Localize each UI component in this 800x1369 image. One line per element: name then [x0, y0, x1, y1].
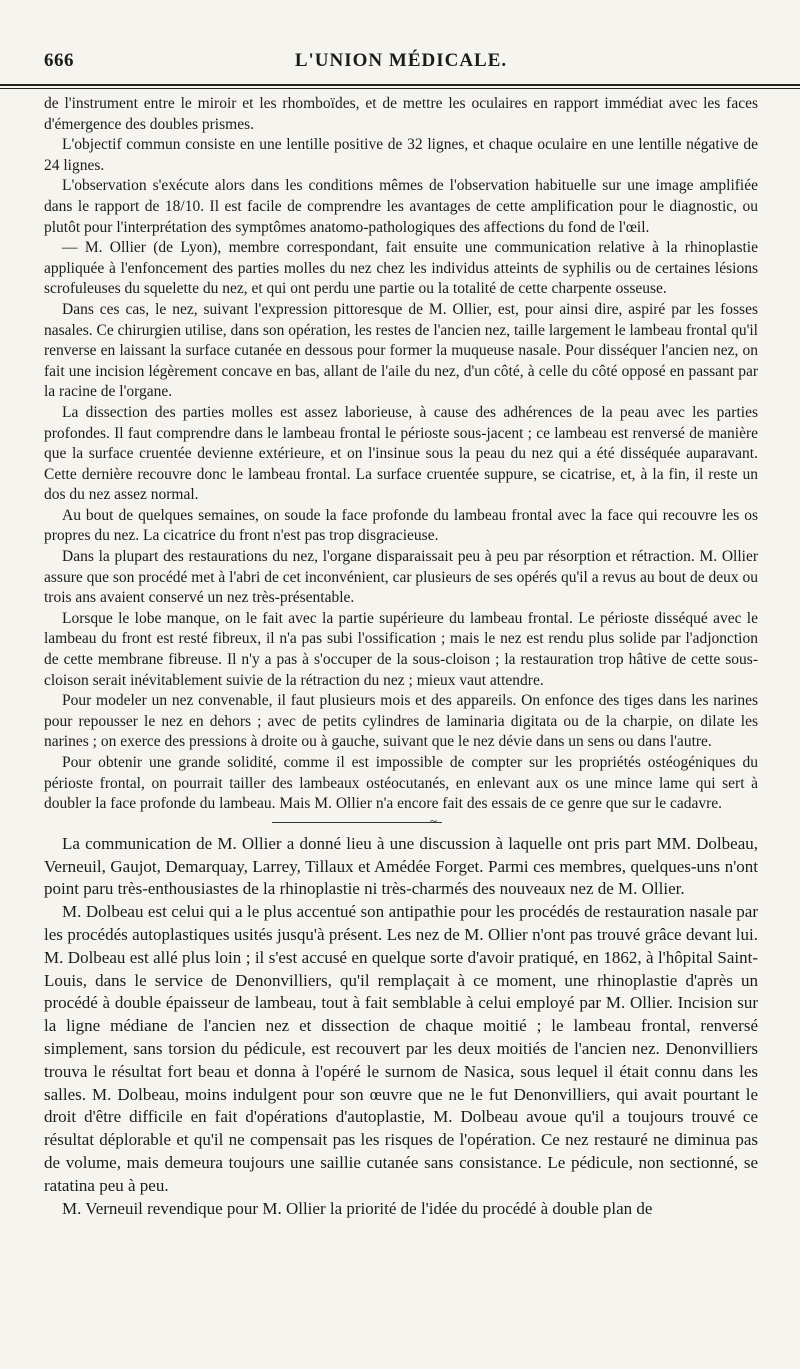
large-print-section: [44, 833, 758, 1221]
paragraph: M. Dolbeau est celui qui a le plus accentué son antipathie pour les procédés de restauration nasale par les procédés autoplastiques usités jusqu'à présent. Les nez de M. Ollier n'ont pas trouvé grâce devant lui. M. Dolbeau est allé plus loin ; il s'est accusé en quelque sorte d'avoir pratiqué, en 1862, à l'hôpital Saint-Louis, dans le service de Denonvilliers, qu'il remplaçait à ce moment, une rhinoplastie d'après un procédé à double épaisseur de lambeau, tout à fait semblable à celui employé par M. Ollier. Incision sur la ligne médiane de l'ancien nez et dissection de chaque moitié ; le lambeau frontal, renversé simplement, sans torsion du pédicule, est recouvert par les deux moitiés de l'ancien nez. Denonvilliers trouva le résultat fort beau et donna à l'opéré le surnom de Nasica, sous lequel il était connu dans les salles. M. Dolbeau, moins indulgent pour son œuvre que ne le fut Denonvilliers, qui avait pourtant le droit d'être difficile en fait d'opérations d'autoplastie, M. Dolbeau avoue qu'il a toujours trouvé ce résultat déplorable et qu'il ne compensait pas les risques de l'opération. Ce nez restauré ne diminua pas de volume, mais demeura toujours une saillie cutanée sans consistance. Le pédicule, non sectionné, se ratatina peu à peu.: [44, 902, 758, 1195]
paragraph: L'objectif commun consiste en une lentille positive de 32 lignes, et chaque oculaire en une lentille négative de 24 lignes.: [44, 136, 758, 174]
page-header: [44, 0, 758, 71]
paragraph: Pour obtenir une grande solidité, comme il est impossible de compter sur les propriétés ostéogéniques du périoste frontal, on pourrait tailler des lambeaux ostéocutanés, en enlevant aux os une mince lame qui sert à doubler la face profonde du lambeau. Mais M. Ollier n'a encore fait des essais de ce genre que sur le cadavre.: [44, 754, 758, 813]
paragraph: de l'instrument entre le miroir et les rhomboïdes, et de mettre les oculaires en rapport immédiat avec les faces d'émergence des doubles prismes.: [44, 95, 758, 133]
paragraph: — M. Ollier (de Lyon), membre correspondant, fait ensuite une communication relative à la rhinoplastie appliquée à l'enfoncement des parties molles du nez chez les individus atteints de syphilis ou de certaines lésions scrofuleuses du squelette du nez, et qui ont perdu une partie ou la totalité de cette charpente osseuse.: [44, 239, 758, 298]
paragraph: La dissection des parties molles est assez laborieuse, à cause des adhérences de la peau avec les parties profondes. Il faut comprendre dans le lambeau frontal le périoste sous-jacent ; ce lambeau est renversé de manière que la surface cruentée devienne extérieure, et on l'insinue sous la peau du nez qui a été disséquée auparavant. Cette dernière recouvre donc le lambeau frontal. La surface cruentée suppure, se cicatrise, et, à la fin, il reste un dos du nez assez normal.: [44, 403, 758, 504]
separator-ornament: ~: [430, 812, 438, 828]
paragraph: Pour modeler un nez convenable, il faut plusieurs mois et des appareils. On enfonce des tiges dans les narines pour repousser le nez en dehors ; avec de petits cylindres de laminaria digitata ou de la charpie, on dilate les narines ; on exerce des pressions à droite ou à gauche, suivant que le nez dévie dans un sens ou dans l'autre.: [44, 692, 758, 751]
paragraph: Dans la plupart des restaurations du nez, l'organe disparaissait peu à peu par résorption et rétraction. M. Ollier assure que son procédé met à l'abri de cet inconvénient, car plusieurs de ses opérés qu'il a revus au bout de deux ou trois ans avaient conservé un nez très-présentable.: [44, 548, 758, 607]
header-rule: [0, 84, 800, 86]
page-number: 666: [44, 50, 74, 71]
paragraph: Dans ces cas, le nez, suivant l'expression pittoresque de M. Ollier, est, pour ainsi dire, aspiré par les fosses nasales. Ce chirurgien utilise, dans son opération, les restes de l'ancien nez, taille largement le lambeau frontal qu'il renverse en laissant la surface cutanée en dessous pour former la muqueuse nasale. Pour disséquer l'ancien nez, on fait une incision légèrement concave en bas, allant de l'aile du nez, d'un côté, à celle du côté opposé en passant par la racine de l'organe.: [44, 300, 758, 401]
paragraph: La communication de M. Ollier a donné lieu à une discussion à laquelle ont pris part MM. Dolbeau, Verneuil, Gaujot, Demarquay, Larrey, Tillaux et Amédée Forget. Parmi ces membres, quelques-uns n'ont point paru très-enthousiastes de la rhinoplastie ni très-charmés des nouveaux nez de M. Ollier.: [44, 833, 758, 899]
paragraph: Lorsque le lobe manque, on le fait avec la partie supérieure du lambeau frontal. Le périoste disséqué avec le lambeau du front est resté fibreux, il n'a pas subi l'ossification ; mais le nez est rendu plus solide par l'adjonction de cette membrane fibreuse. Il n'y a pas à s'occuper de la sous-cloison ; la restauration trop hâtive de cette sous-cloison serait inévitablement suivie de la rétraction du nez ; mieux vaut attendre.: [44, 609, 758, 689]
paragraph: M. Verneuil revendique pour M. Ollier la priorité de l'idée du procédé à double plan de: [62, 1198, 653, 1218]
paragraph: L'observation s'exécute alors dans les conditions mêmes de l'observation habituelle sur une image amplifiée dans le rapport de 18/10. Il est facile de comprendre les avantages de cette amplification pour le diagnostic, ou plutôt pour l'interprétation des symptômes anatomo-pathologiques des affections du fond de l'œil.: [44, 177, 758, 236]
small-print-section: [44, 94, 758, 815]
section-separator: [44, 812, 758, 829]
article-body: [44, 94, 758, 1220]
separator-line: [272, 822, 442, 823]
header-rule-thin: [0, 88, 800, 89]
running-title: L'UNION MÉDICALE.: [294, 50, 508, 71]
paragraph: Au bout de quelques semaines, on soude la face profonde du lambeau frontal avec la face qui recouvre les os propres du nez. La cicatrice du front n'est pas trop disgracieuse.: [44, 506, 758, 545]
